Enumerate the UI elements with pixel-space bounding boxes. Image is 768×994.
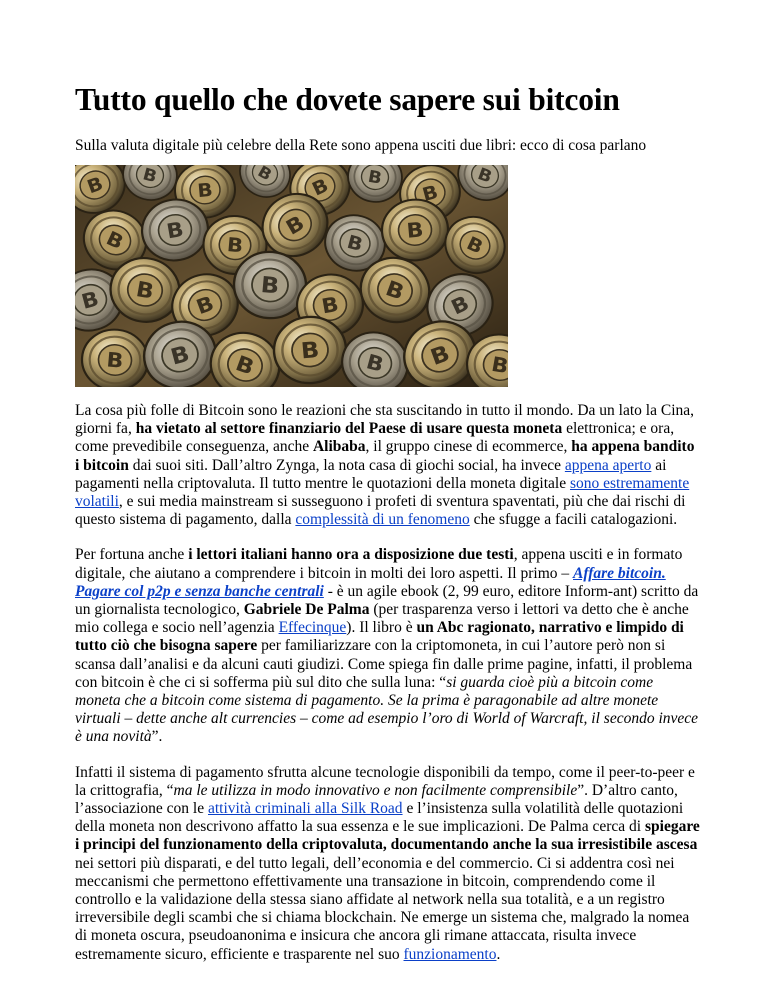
p1-text-5: ai pagamenti nella criptovaluta. Il tutto mentre le quotazioni della moneta digitale <box>75 456 667 492</box>
p2-bold-2: Gabriele De Palma <box>243 601 370 619</box>
p1-text-4: dai suoi siti. Dall’altro Zynga, la nota casa di giochi social, ha invece <box>128 456 565 474</box>
paragraph-2 <box>75 546 700 746</box>
p2-text-5: ). Il libro è <box>346 619 417 637</box>
article-subtitle: Sulla valuta digitale più celebre della Rete sono appena usciti due libri: ecco di cosa parlano <box>75 137 647 154</box>
bitcoin-coins-image <box>75 165 508 387</box>
p2-text-4: (per trasparenza verso i lettori va detto che è anche mio collega e socio nell’agenzia <box>75 601 689 637</box>
p3-text-2: ”. D’altro canto, l’associazione con le <box>75 781 678 818</box>
p2-text-6: per familiarizzare con la criptomoneta, in cui l’autore però non si scansa dall’analisi e da alcuni cauti giudizi. Come spiega fin dalle prime pagine, infatti, il problema con bitcoin è che ci si sofferma più sul dito che sulla luna: “ <box>75 637 693 691</box>
p1-text-1: La cosa più folle di Bitcoin sono le reazioni che sta suscitando in tutto il mondo. Da un lato la Cina, giorni fa, <box>75 402 695 438</box>
p2-text-2: , appena usciti e in formato digitale, che aiutano a comprendere i bitcoin in molti dei loro aspetti. Il primo – <box>75 546 683 582</box>
p2-bold-1: i lettori italiani hanno ora a disposizione due testi <box>188 546 514 564</box>
p1-bold-2: Alibaba <box>312 438 366 456</box>
article-title: Tutto quello che dovete sapere sui bitcoin <box>75 82 620 117</box>
p3-text-4: nei settori più disparati, e del tutto legali, dell’economia e del commercio. Ci si addentra così nei meccanismi che permettono effettivamente una transazione in bitcoin, comprendendo come il controllo e la validazione della stessa siano affidate al network nella sua totalità, e a un registro irreversibile degli scambi che si chiama blockchain. Ne emerge un sistema che, malgrado la nomea di moneta oscura, pseudoanonima e insicura che ancora gli rimane attaccata, risulta invece estremamente sicuro, efficiente e trasparente nel suo <box>75 854 690 963</box>
p1-text-6: , e sui media mainstream si susseguono i profeti di sventura spaventati, più che dai rischi di questo sistema di pagamento, dalla <box>75 493 686 529</box>
link-funzionamento[interactable]: funzionamento <box>403 945 497 963</box>
link-effecinque[interactable]: Effecinque <box>278 619 347 637</box>
p3-text-1: Infatti il sistema di pagamento sfrutta alcune tecnologie disponibili da tempo, come il peer-to-peer e la crittografia, “ <box>75 763 695 799</box>
p3-text-3: e l’insistenza sulla volatilità delle quotazioni della moneta non descrivono affatto la sua essenza e le sue implicazioni. De Palma cerca di <box>75 800 684 836</box>
link-affare-bitcoin[interactable]: Affare bitcoin. Pagare col p2p e senza banche centrali <box>75 564 666 600</box>
p1-text-2: elettronica; e ora, come prevedibile conseguenza, anche <box>75 420 675 456</box>
p2-text-7: ”. <box>151 728 163 746</box>
p2-bold-3: un Abc ragionato, narrativo e limpido di tutto ciò che bisogna sapere <box>75 619 684 655</box>
p2-text-1: Per fortuna anche <box>75 546 189 564</box>
link-attivita-criminali-silk-road[interactable]: attività criminali alla Silk Road <box>207 800 403 818</box>
p2-text-3: - è un agile ebook (2, 99 euro, editore Inform-ant) scritto da un giornalista tecnologico, <box>75 582 699 619</box>
p1-text-7: che sfugge a facili catalogazioni. <box>469 511 678 529</box>
p3-quote: ma le utilizza in modo innovativo e non facilmente comprensibile <box>173 781 578 799</box>
link-appena-aperto[interactable]: appena aperto <box>564 456 652 474</box>
link-sono-estremamente-volatili[interactable]: sono estremamente volatili <box>75 474 690 511</box>
p1-text-3: , il gruppo cinese di ecommerce, <box>365 438 572 456</box>
p1-bold-3: ha appena bandito i bitcoin <box>75 438 695 474</box>
p3-text-5: . <box>496 945 501 963</box>
paragraph-1 <box>75 402 700 529</box>
p3-bold-1: spiegare i principi del funzionamento della criptovaluta, documentando anche la sua irresistibile ascesa <box>75 818 700 854</box>
p2-quote: si guarda cioè più a bitcoin come moneta che a bitcoin come sistema di pagamento. Se la prima è paragonabile ad altre monete virtuali – dette anche alt currencies – come ad esempio l’oro di World of Warcraft, il secondo invece è una novità <box>75 673 699 746</box>
link-complessita-fenomeno[interactable]: complessità di un fenomeno <box>295 511 470 529</box>
paragraph-3 <box>75 764 700 964</box>
p1-bold-1: ha vietato al settore finanziario del Paese di usare questa moneta <box>135 420 563 438</box>
article-body <box>75 402 700 981</box>
